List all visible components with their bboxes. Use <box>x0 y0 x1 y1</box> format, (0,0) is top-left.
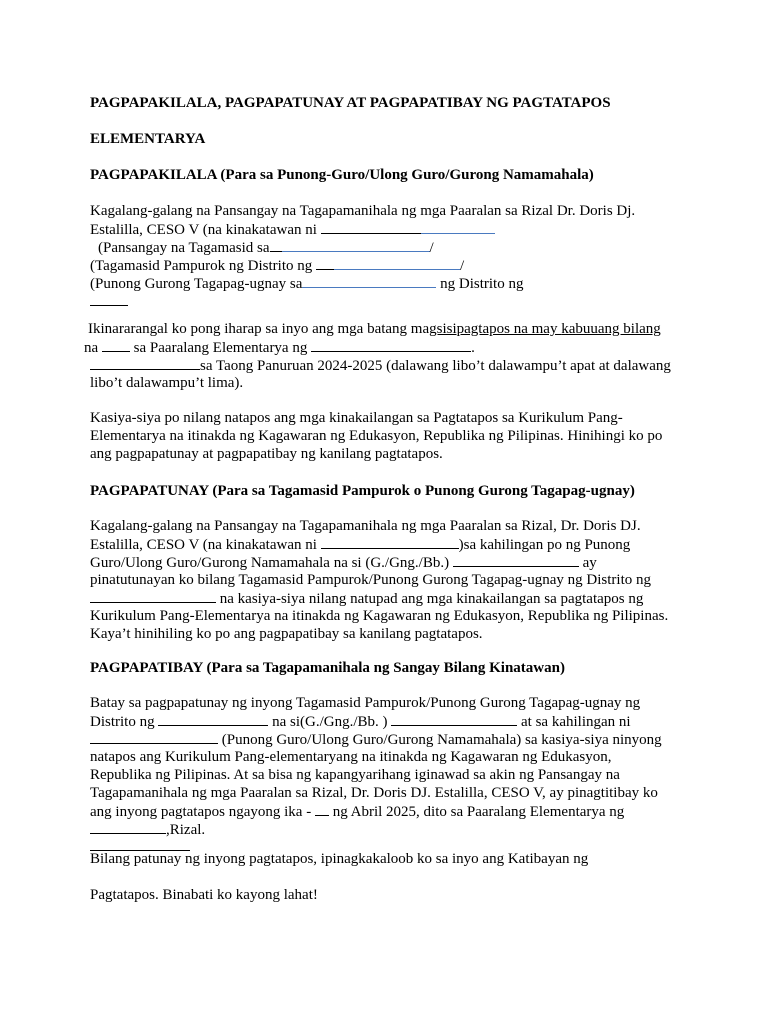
text-line: Kagalang-galang na Pansangay na Tagapamanihala ng mga Paaralan sa Rizal Dr. Doris Dj. <box>90 203 636 219</box>
text-span: at sa kahilingan ni <box>517 714 631 730</box>
text-span: ng Distrito ng <box>440 276 524 292</box>
text-line: Tagapamanihala ng mga Paaralan sa Rizal, Dr. Doris DJ. Estalilla, CESO V, ay pinagtitibay ko <box>90 785 658 801</box>
text-span: (Tagamasid Pampurok ng Distrito ng <box>90 258 317 274</box>
text-span: na kasiya-siya nilang natupad ang mga kinakailangan sa pagtatapos ng <box>216 591 644 607</box>
blank-field[interactable] <box>158 712 268 726</box>
text-span: sa Paaralang Elementarya ng <box>129 340 312 356</box>
text-line: Kaya’t hinihiling ko po ang pagpapatibay sa kanilang pagtatapos. <box>90 626 483 642</box>
text-line: Kasiya-siya po nilang natapos ang mga kinakailangan sa Pagtatapos sa Kurikulum Pang- <box>90 410 623 426</box>
blank-field[interactable] <box>282 238 430 252</box>
text-span: Estalilla, CESO V (na kinakatawan ni <box>90 537 321 553</box>
text-line <box>90 292 690 310</box>
text-line <box>90 535 690 553</box>
text-line <box>84 338 696 356</box>
text-line: Elementarya na itinakda ng Kagawaran ng Edukasyon, Republika ng Pilipinas. Hinihingi ko po <box>90 428 663 444</box>
blank-field[interactable] <box>270 238 282 252</box>
text-line: pinatutunayan ko bilang Tagamasid Pampurok/Punong Gurong Tagapag-ugnay ng Distrito ng <box>90 572 652 588</box>
text-span: . <box>471 340 475 356</box>
text-line <box>90 553 690 571</box>
blank-field[interactable] <box>90 730 218 744</box>
blank-field[interactable] <box>90 589 216 603</box>
blank-field[interactable] <box>421 220 495 234</box>
text-line: Kurikulum Pang-Elementarya na itinakda ng Kagawaran ng Edukasyon, Republika ng Pilipinas. <box>90 608 669 624</box>
pagpapatunay-heading: PAGPAPATUNAY (Para sa Tagamasid Pampurok o Punong Gurong Tagapag-ugnay) <box>90 483 635 499</box>
text-line <box>90 274 690 292</box>
text-span: Guro/Ulong Guro/Gurong Namamahala na si (G./Gng./Bb.) <box>90 555 453 571</box>
text-line <box>90 712 690 730</box>
signature-line-row <box>90 838 690 842</box>
text-span: )sa kahilingan po ng Punong <box>458 537 631 553</box>
pagpapatibay-heading: PAGPAPATIBAY (Para sa Tagapamanihala ng Sangay Bilang Kinatawan) <box>90 660 565 676</box>
text-span: / <box>429 240 434 256</box>
text-line <box>90 238 690 256</box>
blank-field[interactable] <box>391 712 517 726</box>
text-span: / <box>460 258 465 274</box>
text-span: Ikinararangal ko pong iharap sa inyo ang mga batang ma <box>88 321 430 337</box>
blank-field[interactable] <box>311 338 471 352</box>
pagpapakilala-paragraph-2 <box>86 320 696 392</box>
text-line: ang pagpapatunay at pagpapatibay ng kanilang pagtatapos. <box>90 446 443 462</box>
text-span: na si(G./Gng./Bb. ) <box>268 714 392 730</box>
text-span: (Punong Guro/Ulong Guro/Gurong Namamahala) sa kasiya-siya ninyong <box>218 732 662 748</box>
pagpapakilala-paragraph-3 <box>90 409 690 463</box>
text-span: sa Taong Panuruan 2024-2025 (dalawang libo’t dalawampu’t apat at dalawang <box>200 358 671 374</box>
text-line <box>86 356 696 374</box>
text-span: kabuuang bilang <box>561 321 661 337</box>
text-line: libo’t dalawampu’t lima). <box>90 375 244 391</box>
blank-field[interactable] <box>321 535 459 549</box>
text-span: Estalilla, CESO V (na kinakatawan ni <box>90 222 321 238</box>
pagpapakilala-paragraph-1 <box>90 202 690 310</box>
text-span: ,Rizal. <box>166 822 206 838</box>
text-line: Batay sa pagpapatunay ng inyong Tagamasid Pampurok/Punong Gurong Tagapag-ugnay ng <box>90 695 641 711</box>
text-line <box>90 589 690 607</box>
text-line <box>86 320 696 338</box>
document-title: PAGPAPAKILALA, PAGPAPATUNAY AT PAGPAPATIBAY NG PAGTATAPOS <box>90 95 611 111</box>
text-line: natapos ang Kurikulum Pang-elementaryang na itinakda ng Kagawaran ng Edukasyon, <box>90 749 612 765</box>
pagpapatunay-paragraph <box>90 517 690 643</box>
text-line <box>90 820 690 838</box>
blank-field[interactable] <box>334 256 460 270</box>
text-line <box>90 802 690 820</box>
text-span: gsisipagtapos na may <box>429 321 562 337</box>
text-line <box>90 256 690 274</box>
blank-field[interactable] <box>102 338 130 352</box>
text-span: ay <box>578 555 597 571</box>
text-line: Kagalang-galang na Pansangay na Tagapamanihala ng mga Paaralan sa Rizal, Dr. Doris DJ. <box>90 518 641 534</box>
text-line <box>90 730 690 748</box>
text-span: (Punong Gurong Tagapag-ugnay sa <box>90 276 303 292</box>
blank-field[interactable] <box>453 553 579 567</box>
blank-field[interactable] <box>321 220 421 234</box>
text-line: Pagtatapos. Binabati ko kayong lahat! <box>90 887 318 903</box>
blank-field[interactable] <box>302 274 436 288</box>
text-span: na <box>84 340 102 356</box>
text-span: ang inyong pagtatapos ngayong ika - <box>90 804 315 820</box>
level-heading: ELEMENTARYA <box>90 131 206 147</box>
blank-field[interactable] <box>90 356 200 370</box>
text-line: Bilang patunay ng inyong pagtatapos, ipinagkakaloob ko sa inyo ang Katibayan ng <box>90 851 589 867</box>
pagpapakilala-heading: PAGPAPAKILALA (Para sa Punong-Guro/Ulong Guro/Gurong Namamahala) <box>90 167 594 183</box>
text-line: Republika ng Pilipinas. At sa bisa ng kapangyarihang iginawad sa akin ng Pansangay na <box>90 767 620 783</box>
blank-field[interactable] <box>90 820 166 834</box>
pagpapatibay-paragraph <box>90 694 690 904</box>
blank-field[interactable] <box>90 292 128 306</box>
text-span: Distrito ng <box>90 714 159 730</box>
blank-field[interactable] <box>316 256 334 270</box>
text-span: ng Abril 2025, dito sa Paaralang Elementarya ng <box>328 804 625 820</box>
text-line <box>90 220 690 238</box>
text-span: (Pansangay na Tagamasid sa <box>98 240 270 256</box>
blank-field[interactable] <box>315 802 329 816</box>
